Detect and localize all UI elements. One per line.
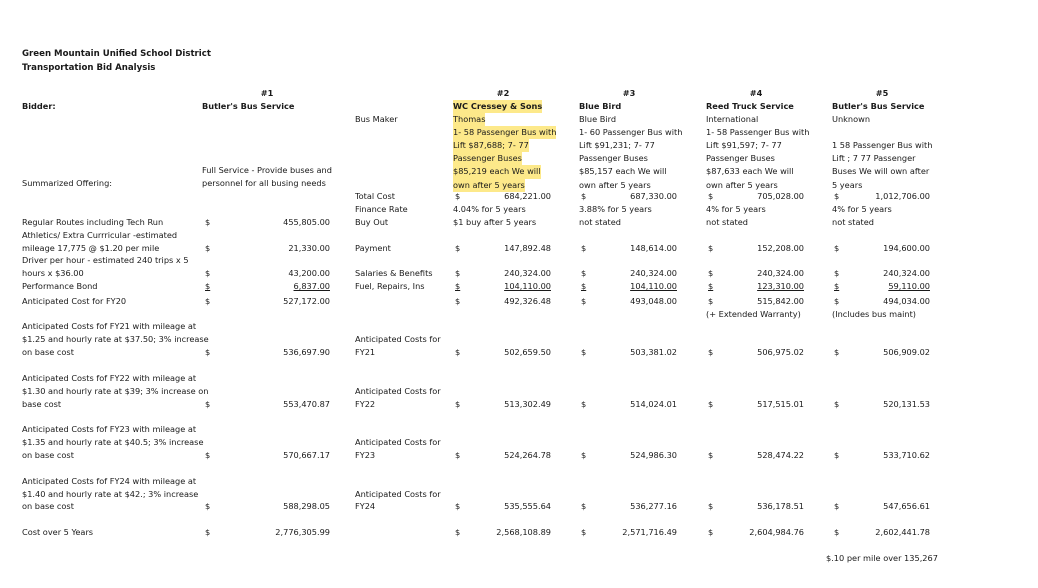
- bidder4-fuel: 123,310.00: [757, 281, 804, 291]
- fy21-label-3: on base cost: [22, 347, 74, 357]
- bidder3-maker-line: own after 5 years: [579, 179, 651, 190]
- dollar-sign: $: [455, 243, 461, 253]
- bidder4-salaries: 240,324.00: [757, 268, 804, 278]
- fy22-label-1: Anticipated Costs fof FY22 with mileage at: [22, 373, 197, 383]
- mid-fy22-label-2: FY22: [355, 399, 376, 409]
- dollar-sign: $: [708, 501, 714, 511]
- dollar-sign: $: [205, 399, 211, 409]
- salaries-label: Salaries & Benefits: [355, 268, 433, 278]
- bidder2-fuel: 104,110.00: [504, 281, 551, 291]
- bidder1-athletics: 21,330.00: [288, 243, 330, 253]
- bidder2-name: WC Cressey & Sons: [453, 100, 542, 113]
- fy23-label-2: $1.35 and hourly rate at $40.5; 3% increase: [22, 437, 204, 447]
- bidder1-fy22: 553,470.87: [283, 399, 330, 409]
- mileage-footnote: $.10 per mile over 135,267: [826, 553, 938, 563]
- bidder1-driver: 43,200.00: [288, 268, 330, 278]
- bidder5-maker-line: Unknown: [832, 114, 871, 124]
- bidder3-payment: 148,614.00: [630, 243, 677, 253]
- bidder2-maker-line: Thomas: [453, 113, 485, 126]
- dollar-sign: $: [205, 243, 211, 253]
- bidder3-fy22: 514,024.01: [630, 399, 677, 409]
- fy24-label-3: on base cost: [22, 501, 74, 511]
- dollar-sign: $: [834, 450, 840, 460]
- dollar-sign: $: [455, 296, 461, 306]
- bidder2-total-cost: 684,221.00: [504, 191, 551, 201]
- bidder2-fy22: 513,302.49: [504, 399, 551, 409]
- dollar-sign: $: [205, 268, 211, 278]
- dollar-sign: $: [708, 347, 714, 357]
- dollar-sign: $: [708, 527, 714, 537]
- bidder4-total-cost: 705,028.00: [757, 191, 804, 201]
- driver-label-2: hours x $36.00: [22, 268, 84, 278]
- dollar-sign: $: [205, 217, 211, 227]
- dollar-sign: $: [581, 527, 587, 537]
- fy21-label-2: $1.25 and hourly rate at $37.50; 3% increase: [22, 334, 209, 344]
- bidder1-total: 2,776,305.99: [275, 527, 330, 537]
- bidder4-maker-line: Lift $91,597; 7- 77: [706, 140, 782, 151]
- bidder5-finance-rate: 4% for 5 years: [832, 204, 892, 214]
- bidder5-five-year-total: 2,602,441.78: [875, 527, 930, 537]
- dollar-sign: $: [455, 527, 461, 537]
- dollar-sign: $: [205, 296, 211, 306]
- bus-maker-label: Bus Maker: [355, 114, 398, 124]
- dollar-sign: $: [581, 399, 587, 409]
- bidder4-note: (+ Extended Warranty): [706, 309, 801, 319]
- bidder1-offering-2: personnel for all busing needs: [202, 178, 326, 188]
- bidder4-five-year-total: 2,604,984.76: [749, 527, 804, 537]
- district-title: Green Mountain Unified School District: [22, 49, 211, 59]
- bidder3-five-year-total: 2,571,716.49: [622, 527, 677, 537]
- dollar-sign: $: [455, 399, 461, 409]
- bidder3-total-cost: 687,330.00: [630, 191, 677, 201]
- bidder5-maker-line: Buses We will own after: [832, 166, 930, 177]
- dollar-sign: $: [581, 191, 587, 201]
- bidder3-name: Blue Bird: [579, 101, 622, 111]
- bidder3-maker-line: Blue Bird: [579, 114, 617, 124]
- bidder5-maker-line: 5 years: [832, 179, 863, 190]
- fy24-label-2: $1.40 and hourly rate at $42.; 3% increase: [22, 489, 199, 499]
- fuel-label: Fuel, Repairs, Ins: [355, 281, 425, 291]
- fy23-label-1: Anticipated Costs fof FY23 with mileage at: [22, 424, 197, 434]
- dollar-sign: $: [581, 281, 587, 291]
- bidder4-maker-line: own after 5 years: [706, 179, 778, 190]
- bidder1-fy23: 570,667.17: [283, 450, 330, 460]
- bidder1-fy24: 588,298.05: [283, 501, 330, 511]
- bidder2-maker-line: 1- 58 Passenger Bus with: [453, 126, 556, 139]
- bidder4-fy24: 536,178.51: [757, 501, 804, 511]
- dollar-sign: $: [455, 268, 461, 278]
- buy-out-label: Buy Out: [355, 217, 389, 227]
- bidder4-fy22: 517,515.01: [757, 399, 804, 409]
- bidder3-maker-line: 1- 60 Passenger Bus with: [579, 127, 683, 138]
- dollar-sign: $: [581, 243, 587, 253]
- payment-label: Payment: [355, 243, 391, 253]
- athletics-label-2: mileage 17,775 @ $1.20 per mile: [22, 243, 160, 253]
- finance-rate-label: Finance Rate: [355, 204, 408, 214]
- dollar-sign: $: [708, 281, 714, 291]
- bidder2-payment: 147,892.48: [504, 243, 551, 253]
- bidder2-five-year-total: 2,568,108.89: [496, 527, 551, 537]
- bidder2-salaries: 240,324.00: [504, 268, 551, 278]
- bidder2-maker-line: own after 5 years: [453, 179, 525, 192]
- dollar-sign: $: [834, 501, 840, 511]
- dollar-sign: $: [455, 450, 461, 460]
- dollar-sign: $: [455, 347, 461, 357]
- dollar-sign: $: [205, 527, 211, 537]
- bidder-label: Bidder:: [22, 101, 56, 111]
- bidder1-number: #1: [260, 88, 274, 98]
- bidder2-fy23: 524,264.78: [504, 450, 551, 460]
- bidder3-fy24: 536,277.16: [630, 501, 677, 511]
- bidder2-fy21: 502,659.50: [504, 347, 551, 357]
- bidder4-maker-line: International: [706, 114, 759, 124]
- bidder5-maker-line: Lift ; 7 77 Passenger: [832, 153, 916, 164]
- regular-routes-label: Regular Routes including Tech Run: [22, 217, 164, 227]
- bidder5-fy21: 506,909.02: [883, 347, 930, 357]
- dollar-sign: $: [834, 268, 840, 278]
- dollar-sign: $: [834, 281, 840, 291]
- dollar-sign: $: [205, 281, 211, 291]
- mid-fy23-label-2: FY23: [355, 450, 376, 460]
- bidder5-salaries: 240,324.00: [883, 268, 930, 278]
- dollar-sign: $: [708, 243, 714, 253]
- fy24-label-1: Anticipated Costs fof FY24 with mileage at: [22, 476, 197, 486]
- dollar-sign: $: [834, 527, 840, 537]
- bidder3-buy-out: not stated: [579, 217, 621, 227]
- dollar-sign: $: [455, 281, 461, 291]
- mid-fy24-label-2: FY24: [355, 501, 376, 511]
- bidder5-number: #5: [875, 88, 889, 98]
- dollar-sign: $: [708, 268, 714, 278]
- bidder4-finance-rate: 4% for 5 years: [706, 204, 766, 214]
- bidder4-name: Reed Truck Service: [706, 101, 794, 111]
- bidder5-total-cost: 1,012,706.00: [875, 191, 930, 201]
- bidder4-maker-line: $87,633 each We will: [706, 166, 794, 177]
- bidder3-sum: 493,048.00: [630, 296, 677, 306]
- bidder5-fuel: 59,110.00: [888, 281, 930, 291]
- fy20-label: Anticipated Cost for FY20: [22, 296, 127, 306]
- total-cost-label: Total Cost: [355, 191, 395, 201]
- bidder4-fy21: 506,975.02: [757, 347, 804, 357]
- bidder3-maker-line: Passenger Buses: [579, 153, 648, 164]
- bidder2-sum: 492,326.48: [504, 296, 551, 306]
- dollar-sign: $: [581, 268, 587, 278]
- bidder4-buy-out: not stated: [706, 217, 748, 227]
- bidder3-fy23: 524,986.30: [630, 450, 677, 460]
- dollar-sign: $: [708, 399, 714, 409]
- cost5-label: Cost over 5 Years: [22, 527, 94, 537]
- dollar-sign: $: [455, 501, 461, 511]
- mid-fy24-label-1: Anticipated Costs for: [355, 489, 441, 499]
- bidder1-regular: 455,805.00: [283, 217, 330, 227]
- bidder5-note: (Includes bus maint): [832, 309, 916, 319]
- dollar-sign: $: [581, 347, 587, 357]
- athletics-label-1: Athletics/ Extra Currricular -estimated: [22, 230, 178, 240]
- dollar-sign: $: [581, 296, 587, 306]
- dollar-sign: $: [834, 191, 840, 201]
- bidder2-maker-line: $85,219 each We will: [453, 165, 541, 178]
- fy21-label-1: Anticipated Costs fof FY21 with mileage at: [22, 321, 197, 331]
- bidder3-salaries: 240,324.00: [630, 268, 677, 278]
- bidder1-bond: 6,837.00: [293, 281, 330, 291]
- bidder3-maker-line: $85,157 each We will: [579, 166, 667, 177]
- dollar-sign: $: [205, 450, 211, 460]
- fy22-label-2: $1.30 and hourly rate at $39; 3% increase on: [22, 386, 209, 396]
- bidder4-maker-line: 1- 58 Passenger Bus with: [706, 127, 810, 138]
- dollar-sign: $: [834, 399, 840, 409]
- bidder3-finance-rate: 3.88% for 5 years: [579, 204, 652, 214]
- bidder5-payment: 194,600.00: [883, 243, 930, 253]
- mid-fy22-label-1: Anticipated Costs for: [355, 386, 441, 396]
- bidder2-maker-line: Lift $87,688; 7- 77: [453, 139, 529, 152]
- bidder4-fy23: 528,474.22: [757, 450, 804, 460]
- bidder4-payment: 152,208.00: [757, 243, 804, 253]
- perf-bond-label: Performance Bond: [22, 281, 98, 291]
- bidder3-maker-line: Lift $91,231; 7- 77: [579, 140, 655, 151]
- bidder1-fy21: 536,697.90: [283, 347, 330, 357]
- fy23-label-3: on base cost: [22, 450, 74, 460]
- mid-fy21-label-2: FY21: [355, 347, 376, 357]
- bidder5-fy24: 547,656.61: [883, 501, 930, 511]
- bidder2-buy-out: $1 buy after 5 years: [453, 217, 537, 227]
- bidder5-sum: 494,034.00: [883, 296, 930, 306]
- dollar-sign: $: [708, 191, 714, 201]
- analysis-subtitle: Transportation Bid Analysis: [22, 63, 156, 73]
- bidder5-fy23: 533,710.62: [883, 450, 930, 460]
- bidder4-maker-line: Passenger Buses: [706, 153, 775, 164]
- bidder5-name: Butler's Bus Service: [832, 101, 925, 111]
- bidder2-number: #2: [496, 88, 510, 98]
- mid-fy23-label-1: Anticipated Costs for: [355, 437, 441, 447]
- bidder2-finance-rate: 4.04% for 5 years: [453, 204, 526, 214]
- dollar-sign: $: [581, 450, 587, 460]
- bidder4-number: #4: [749, 88, 763, 98]
- dollar-sign: $: [708, 450, 714, 460]
- bidder5-buy-out: not stated: [832, 217, 874, 227]
- dollar-sign: $: [581, 501, 587, 511]
- bidder3-fy21: 503,381.02: [630, 347, 677, 357]
- bidder5-maker-line: 1 58 Passenger Bus with: [832, 140, 933, 151]
- dollar-sign: $: [455, 191, 461, 201]
- bidder2-fy24: 535,555.64: [504, 501, 551, 511]
- fy22-label-3: base cost: [22, 399, 62, 409]
- bidder3-fuel: 104,110.00: [630, 281, 677, 291]
- dollar-sign: $: [708, 296, 714, 306]
- bidder4-sum: 515,842.00: [757, 296, 804, 306]
- dollar-sign: $: [834, 296, 840, 306]
- bidder2-maker-line: Passenger Buses: [453, 152, 522, 165]
- dollar-sign: $: [834, 243, 840, 253]
- dollar-sign: $: [834, 347, 840, 357]
- summarized-label: Summarized Offering:: [22, 178, 113, 188]
- dollar-sign: $: [205, 347, 211, 357]
- bidder5-fy22: 520,131.53: [883, 399, 930, 409]
- dollar-sign: $: [205, 501, 211, 511]
- bidder3-number: #3: [622, 88, 636, 98]
- driver-label-1: Driver per hour - estimated 240 trips x 5: [22, 255, 189, 265]
- bidder1-name: Butler's Bus Service: [202, 101, 295, 111]
- bidder1-offering-1: Full Service - Provide buses and: [202, 165, 332, 175]
- bidder1-fy20: 527,172.00: [283, 296, 330, 306]
- mid-fy21-label-1: Anticipated Costs for: [355, 334, 441, 344]
